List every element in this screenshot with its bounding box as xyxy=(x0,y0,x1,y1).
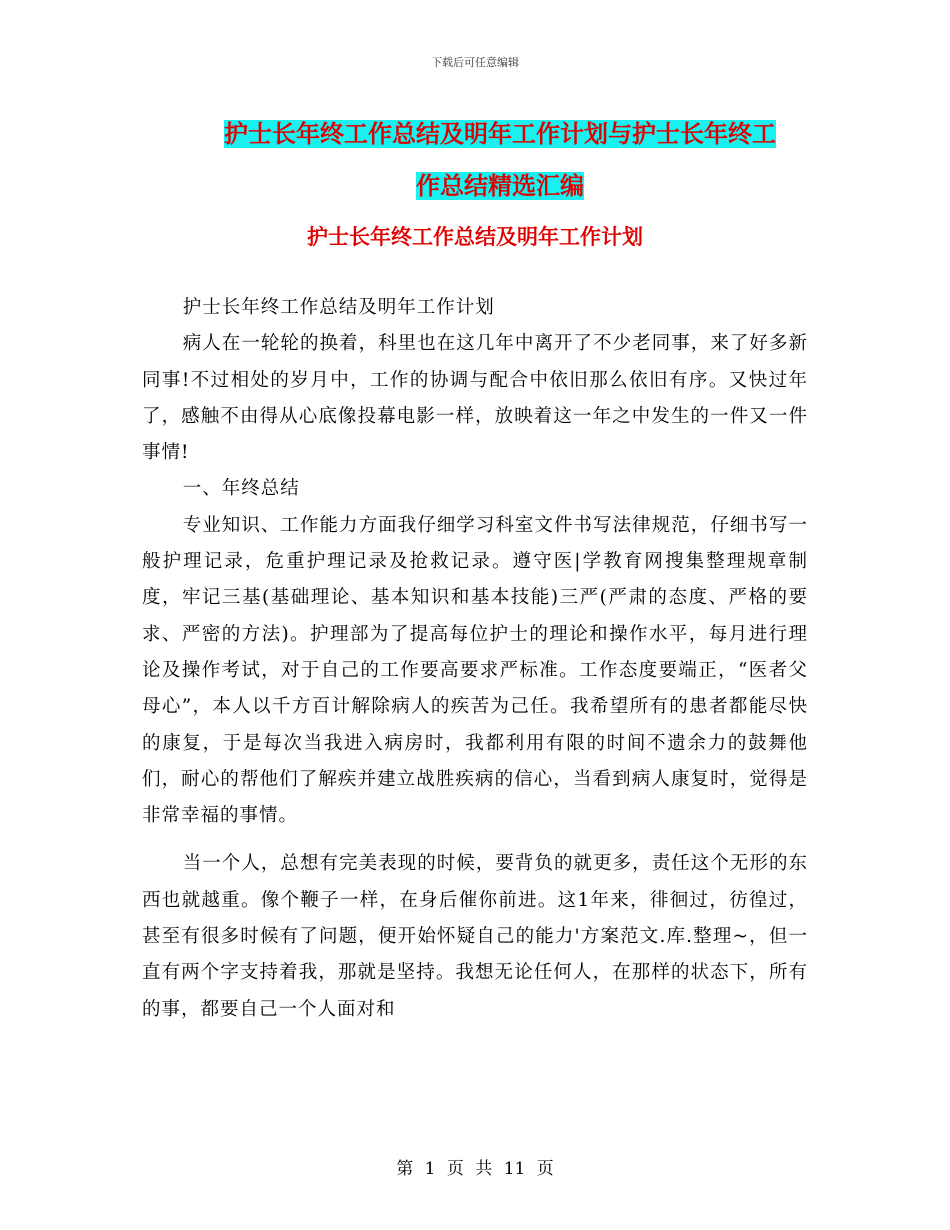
paragraph-intro: 病人在一轮轮的换着，科里也在这几年中离开了不少老同事，来了好多新同事!不过相处的岁月中，工作的协调与配合中依旧那么依旧有序。又快过年了，感触不由得从心底像投幕电影一样，放映着这一年之中发生的一件又一件事情! xyxy=(142,333,808,464)
paragraph-heading-summary: 一、年终总结 xyxy=(182,478,300,500)
document-title-line-2: 作总结精选汇编 xyxy=(416,172,584,200)
paragraph-subtitle: 护士长年终工作总结及明年工作计划 xyxy=(182,297,495,318)
document-title xyxy=(150,108,850,212)
paragraph-responsibility: 当一个人，总想有完美表现的时候，要背负的就更多，责任这个无形的东西也就越重。像个鞭子一样，在身后催你前进。这1年来，徘徊过，彷徨过，甚至有很多时候有了问题，便开始怀疑自己的能力'方案范文.库.整理~，但一直有两个字支持着我，那就是坚持。我想无论任何人，在那样的状态下，所有的事，都要自己一个人面对和 xyxy=(142,853,808,1020)
paragraph-professional-knowledge: 专业知识、工作能力方面我仔细学习科室文件书写法律规范，仔细书写一般护理记录，危重护理记录及抢救记录。遵守医|学教育网搜集整理规章制度，牢记三基(基础理论、基本知识和基本技能)三严(严肃的态度、严格的要求、严密的方法)。护理部为了提高每位护士的理论和操作水平，每月进行理论及操作考试，对于自己的工作要高要求严标准。工作态度要端正，“医者父母心”，本人以千方百计解除病人的疾苦为己任。我希望所有的患者都能尽快的康复，于是每次当我进入病房时，我都利用有限的时间不遗余力的鼓舞他们，耐心的帮他们了解疾并建立战胜疾病的信心，当看到病人康复时，觉得是非常幸福的事情。 xyxy=(142,514,808,827)
document-body xyxy=(142,290,808,1028)
header-note: 下载后可任意编辑 xyxy=(431,56,519,69)
document-title-line-1: 护士长年终工作总结及明年工作计划与护士长年终工 xyxy=(224,120,776,148)
section-title: 护士长年终工作总结及明年工作计划 xyxy=(307,225,643,249)
page-number: 第 1 页 共 11 页 xyxy=(396,1159,554,1179)
